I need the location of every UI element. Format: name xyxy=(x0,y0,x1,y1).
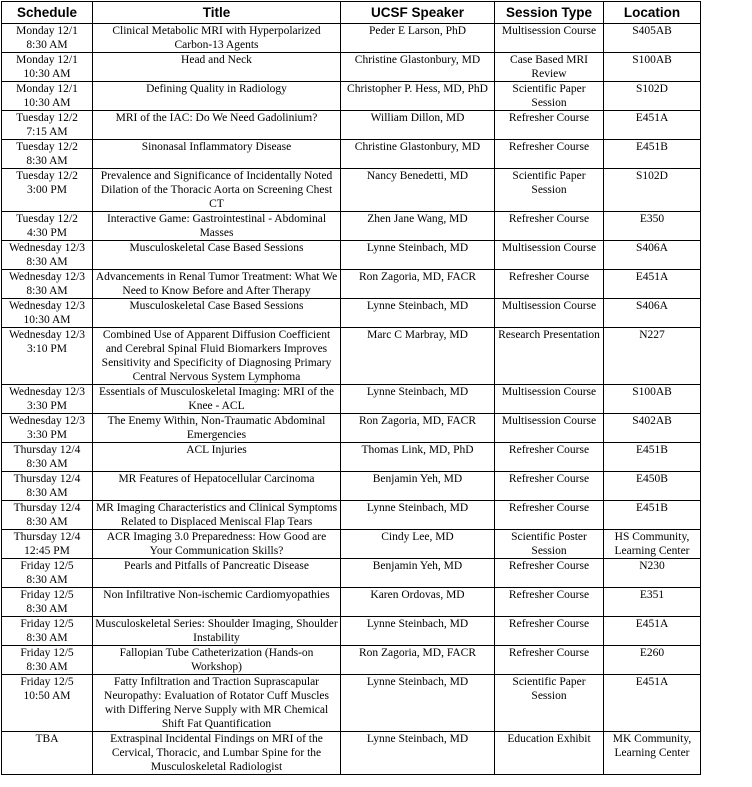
title-cell: MRI of the IAC: Do We Need Gadolinium? xyxy=(93,111,341,140)
session-type-cell: Refresher Course xyxy=(495,212,604,241)
speaker-cell: Marc C Marbray, MD xyxy=(341,328,495,385)
schedule-day: Wednesday 12/3 xyxy=(8,386,86,398)
schedule-day: Friday 12/5 xyxy=(20,560,74,572)
speaker-cell: Lynne Steinbach, MD xyxy=(341,385,495,414)
schedule-cell xyxy=(2,53,93,82)
session-type-cell: Refresher Course xyxy=(495,501,604,530)
schedule-cell xyxy=(2,82,93,111)
schedule-cell xyxy=(2,559,93,588)
title-cell: Interactive Game: Gastrointestinal - Abdominal Masses xyxy=(93,212,341,241)
table-row xyxy=(2,588,701,617)
speaker-cell: Lynne Steinbach, MD xyxy=(341,617,495,646)
schedule-day: Wednesday 12/3 xyxy=(8,415,86,427)
schedule-day: Thursday 12/4 xyxy=(13,473,81,485)
schedule-time: 3:00 PM xyxy=(27,184,67,196)
session-type-cell: Refresher Course xyxy=(495,472,604,501)
schedule-time: 8:30 AM xyxy=(26,487,68,499)
schedule-day: Monday 12/1 xyxy=(16,83,78,95)
session-type-cell: Scientific Paper Session xyxy=(495,169,604,212)
session-type-cell: Multisession Course xyxy=(495,24,604,53)
speaker-cell: Thomas Link, MD, PhD xyxy=(341,443,495,472)
session-type-cell: Scientific Poster Session xyxy=(495,530,604,559)
session-type-cell: Research Presentation xyxy=(495,328,604,385)
location-cell: S402AB xyxy=(604,414,701,443)
session-type-cell: Refresher Course xyxy=(495,140,604,169)
schedule-cell xyxy=(2,617,93,646)
title-cell: Extraspinal Incidental Findings on MRI of the Cervical, Thoracic, and Lumbar Spine for the Musculoskeletal Radiologist xyxy=(93,732,341,775)
speaker-cell: Zhen Jane Wang, MD xyxy=(341,212,495,241)
session-type-cell: Refresher Course xyxy=(495,443,604,472)
schedule-cell xyxy=(2,414,93,443)
schedule-day: Wednesday 12/3 xyxy=(8,271,86,283)
schedule-day: Monday 12/1 xyxy=(16,25,78,37)
schedule-time: 12:45 PM xyxy=(24,545,70,557)
speaker-cell: Cindy Lee, MD xyxy=(341,530,495,559)
schedule-cell xyxy=(2,646,93,675)
speaker-cell: Ron Zagoria, MD, FACR xyxy=(341,270,495,299)
location-cell: E451B xyxy=(604,501,701,530)
session-type-cell: Refresher Course xyxy=(495,617,604,646)
title-cell: Sinonasal Inflammatory Disease xyxy=(93,140,341,169)
location-cell: E451A xyxy=(604,270,701,299)
title-cell: Prevalence and Significance of Incidentally Noted Dilation of the Thoracic Aorta on Screening Chest CT xyxy=(93,169,341,212)
location-cell: S100AB xyxy=(604,53,701,82)
speaker-cell: Benjamin Yeh, MD xyxy=(341,472,495,501)
schedule-time: 7:15 AM xyxy=(26,126,68,138)
location-cell: MK Community, Learning Center xyxy=(604,732,701,775)
header-speaker: UCSF Speaker xyxy=(341,2,495,24)
speaker-cell: Christine Glastonbury, MD xyxy=(341,53,495,82)
header-title: Title xyxy=(93,2,341,24)
schedule-cell xyxy=(2,328,93,385)
speaker-cell: Christine Glastonbury, MD xyxy=(341,140,495,169)
schedule-time: 8:30 AM xyxy=(26,516,68,528)
speaker-cell: Lynne Steinbach, MD xyxy=(341,732,495,775)
schedule-time: 8:30 AM xyxy=(26,574,68,586)
location-cell: E451A xyxy=(604,111,701,140)
title-cell: MR Features of Hepatocellular Carcinoma xyxy=(93,472,341,501)
schedule-day: Monday 12/1 xyxy=(16,54,78,66)
speaker-cell: Ron Zagoria, MD, FACR xyxy=(341,414,495,443)
location-cell: N230 xyxy=(604,559,701,588)
speaker-cell: Peder E Larson, PhD xyxy=(341,24,495,53)
schedule-time: 10:50 AM xyxy=(23,690,71,702)
session-type-cell: Case Based MRI Review xyxy=(495,53,604,82)
table-row xyxy=(2,24,701,53)
table-row xyxy=(2,443,701,472)
location-cell: E351 xyxy=(604,588,701,617)
location-cell: E451B xyxy=(604,443,701,472)
schedule-time: 8:30 AM xyxy=(26,661,68,673)
table-row xyxy=(2,414,701,443)
schedule-time: 8:30 AM xyxy=(26,285,68,297)
schedule-day: Wednesday 12/3 xyxy=(8,242,86,254)
title-cell: The Enemy Within, Non-Traumatic Abdominal Emergencies xyxy=(93,414,341,443)
schedule-day: Tuesday 12/2 xyxy=(16,213,78,225)
table-row xyxy=(2,169,701,212)
title-cell: Defining Quality in Radiology xyxy=(93,82,341,111)
session-type-cell: Scientific Paper Session xyxy=(495,675,604,732)
schedule-time: 8:30 AM xyxy=(26,39,68,51)
table-row xyxy=(2,140,701,169)
schedule-cell xyxy=(2,140,93,169)
title-cell: Advancements in Renal Tumor Treatment: What We Need to Know Before and After Therapy xyxy=(93,270,341,299)
schedule-table xyxy=(1,1,701,775)
schedule-cell xyxy=(2,443,93,472)
table-row xyxy=(2,472,701,501)
speaker-cell: Karen Ordovas, MD xyxy=(341,588,495,617)
schedule-cell xyxy=(2,501,93,530)
speaker-cell: Lynne Steinbach, MD xyxy=(341,501,495,530)
schedule-day: Tuesday 12/2 xyxy=(16,170,78,182)
schedule-cell xyxy=(2,169,93,212)
table-row xyxy=(2,675,701,732)
location-cell: S405AB xyxy=(604,24,701,53)
table-row xyxy=(2,53,701,82)
session-type-cell: Scientific Paper Session xyxy=(495,82,604,111)
title-cell: Musculoskeletal Case Based Sessions xyxy=(93,299,341,328)
session-type-cell: Multisession Course xyxy=(495,385,604,414)
header-location: Location xyxy=(604,2,701,24)
schedule-time: 8:30 AM xyxy=(26,256,68,268)
schedule-time: 3:30 PM xyxy=(27,429,67,441)
schedule-day: Thursday 12/4 xyxy=(13,444,81,456)
table-row xyxy=(2,299,701,328)
table-row xyxy=(2,328,701,385)
speaker-cell: Christopher P. Hess, MD, PhD xyxy=(341,82,495,111)
schedule-day: TBA xyxy=(35,733,59,745)
title-cell: Musculoskeletal Case Based Sessions xyxy=(93,241,341,270)
schedule-day: Tuesday 12/2 xyxy=(16,112,78,124)
header-session-type: Session Type xyxy=(495,2,604,24)
schedule-time: 8:30 AM xyxy=(26,603,68,615)
location-cell: E451A xyxy=(604,675,701,732)
schedule-day: Friday 12/5 xyxy=(20,618,74,630)
schedule-time: 3:10 PM xyxy=(27,343,67,355)
speaker-cell: Ron Zagoria, MD, FACR xyxy=(341,646,495,675)
speaker-cell: William Dillon, MD xyxy=(341,111,495,140)
session-type-cell: Refresher Course xyxy=(495,111,604,140)
speaker-cell: Benjamin Yeh, MD xyxy=(341,559,495,588)
session-type-cell: Refresher Course xyxy=(495,646,604,675)
session-type-cell: Refresher Course xyxy=(495,559,604,588)
table-row xyxy=(2,212,701,241)
session-type-cell: Multisession Course xyxy=(495,414,604,443)
title-cell: Pearls and Pitfalls of Pancreatic Disease xyxy=(93,559,341,588)
schedule-time: 3:30 PM xyxy=(27,400,67,412)
title-cell: ACL Injuries xyxy=(93,443,341,472)
schedule-time: 10:30 AM xyxy=(23,97,71,109)
session-type-cell: Refresher Course xyxy=(495,588,604,617)
schedule-day: Friday 12/5 xyxy=(20,676,74,688)
schedule-day: Thursday 12/4 xyxy=(13,502,81,514)
schedule-day: Friday 12/5 xyxy=(20,647,74,659)
table-row xyxy=(2,111,701,140)
session-type-cell: Multisession Course xyxy=(495,241,604,270)
schedule-day: Friday 12/5 xyxy=(20,589,74,601)
schedule-cell xyxy=(2,732,93,775)
location-cell: N227 xyxy=(604,328,701,385)
schedule-time: 4:30 PM xyxy=(27,227,67,239)
title-cell: Fatty Infiltration and Traction Suprascapular Neuropathy: Evaluation of Rotator Cuff Muscles with Differing Nerve Supply with MR Chemical Shift Fat Quantification xyxy=(93,675,341,732)
table-row xyxy=(2,559,701,588)
schedule-cell xyxy=(2,24,93,53)
schedule-day: Tuesday 12/2 xyxy=(16,141,78,153)
schedule-day: Wednesday 12/3 xyxy=(8,300,86,312)
header-schedule: Schedule xyxy=(2,2,93,24)
schedule-cell xyxy=(2,588,93,617)
title-cell: Combined Use of Apparent Diffusion Coefficient and Cerebral Spinal Fluid Biomarkers Improves Sensitivity and Specificity of Diagnosing Primary Central Nervous System Lymphoma xyxy=(93,328,341,385)
table-row xyxy=(2,385,701,414)
speaker-cell: Nancy Benedetti, MD xyxy=(341,169,495,212)
location-cell: E450B xyxy=(604,472,701,501)
title-cell: Fallopian Tube Catheterization (Hands-on Workshop) xyxy=(93,646,341,675)
location-cell: E451A xyxy=(604,617,701,646)
schedule-cell xyxy=(2,472,93,501)
schedule-cell xyxy=(2,299,93,328)
location-cell: E350 xyxy=(604,212,701,241)
location-cell: HS Community, Learning Center xyxy=(604,530,701,559)
table-row xyxy=(2,501,701,530)
schedule-cell xyxy=(2,212,93,241)
table-row xyxy=(2,530,701,559)
schedule-cell xyxy=(2,385,93,414)
schedule-cell xyxy=(2,270,93,299)
speaker-cell: Lynne Steinbach, MD xyxy=(341,299,495,328)
schedule-time: 8:30 AM xyxy=(26,155,68,167)
title-cell: Musculoskeletal Series: Shoulder Imaging, Shoulder Instability xyxy=(93,617,341,646)
title-cell: ACR Imaging 3.0 Preparedness: How Good are Your Communication Skills? xyxy=(93,530,341,559)
schedule-cell xyxy=(2,241,93,270)
table-row xyxy=(2,82,701,111)
table-row xyxy=(2,646,701,675)
title-cell: MR Imaging Characteristics and Clinical Symptoms Related to Displaced Meniscal Flap Tears xyxy=(93,501,341,530)
session-type-cell: Multisession Course xyxy=(495,299,604,328)
location-cell: S102D xyxy=(604,82,701,111)
table-row xyxy=(2,732,701,775)
speaker-cell: Lynne Steinbach, MD xyxy=(341,241,495,270)
session-type-cell: Education Exhibit xyxy=(495,732,604,775)
schedule-day: Wednesday 12/3 xyxy=(8,329,86,341)
title-cell: Essentials of Musculoskeletal Imaging: MRI of the Knee - ACL xyxy=(93,385,341,414)
title-cell: Head and Neck xyxy=(93,53,341,82)
schedule-time: 8:30 AM xyxy=(26,458,68,470)
schedule-day: Thursday 12/4 xyxy=(13,531,81,543)
schedule-cell xyxy=(2,675,93,732)
schedule-time: 10:30 AM xyxy=(23,314,71,326)
header-row xyxy=(2,2,701,24)
title-cell: Non Infiltrative Non-ischemic Cardiomyopathies xyxy=(93,588,341,617)
speaker-cell: Lynne Steinbach, MD xyxy=(341,675,495,732)
schedule-time: 8:30 AM xyxy=(26,632,68,644)
location-cell: E451B xyxy=(604,140,701,169)
schedule-cell xyxy=(2,111,93,140)
table-row xyxy=(2,617,701,646)
table-row xyxy=(2,270,701,299)
location-cell: S102D xyxy=(604,169,701,212)
table-row xyxy=(2,241,701,270)
title-cell: Clinical Metabolic MRI with Hyperpolarized Carbon-13 Agents xyxy=(93,24,341,53)
session-type-cell: Refresher Course xyxy=(495,270,604,299)
location-cell: S406A xyxy=(604,241,701,270)
schedule-time: 10:30 AM xyxy=(23,68,71,80)
location-cell: S100AB xyxy=(604,385,701,414)
location-cell: E260 xyxy=(604,646,701,675)
schedule-cell xyxy=(2,530,93,559)
location-cell: S406A xyxy=(604,299,701,328)
